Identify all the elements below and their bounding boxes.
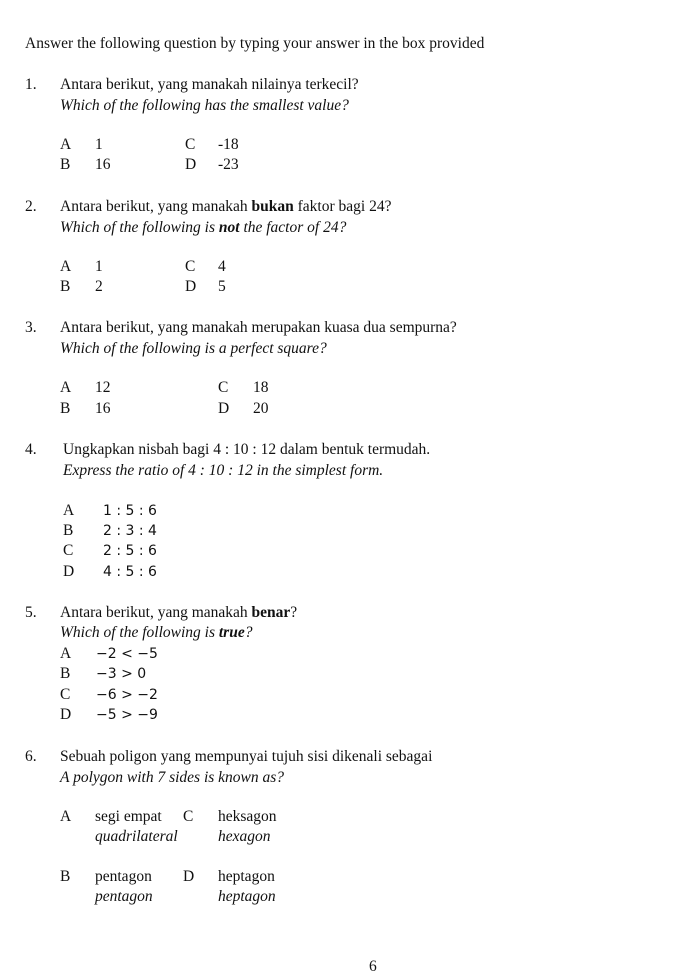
- q6-option-a-letter[interactable]: A: [60, 808, 72, 825]
- q2-malay-pre: Antara berikut, yang manakah: [60, 198, 252, 215]
- q4-option-c-letter[interactable]: C: [63, 542, 74, 559]
- q4-option-a-value[interactable]: 1 : 5 : 6: [103, 503, 157, 519]
- q2-malay-post: faktor bagi 24?: [293, 198, 392, 215]
- q2-malay: [60, 198, 391, 216]
- q4-malay: Ungkapkan nisbah bagi 4 : 10 : 12 dalam bentuk termudah.: [63, 441, 431, 458]
- q5-english-pre: Which of the following is: [60, 624, 219, 641]
- q5-option-c-letter[interactable]: C: [60, 686, 71, 703]
- q2-option-d-value[interactable]: 5: [218, 278, 226, 295]
- q6-option-d-english: heptagon: [218, 888, 276, 905]
- q1-option-b-value[interactable]: 16: [95, 156, 111, 173]
- q3-option-c-letter[interactable]: C: [218, 379, 229, 396]
- instruction: Answer the following question by typing your answer in the box provided: [25, 35, 485, 52]
- q2-option-a-letter[interactable]: A: [60, 258, 72, 275]
- q4-option-d-value[interactable]: 4 : 5 : 6: [103, 564, 157, 580]
- q5-option-c-value[interactable]: −6 > −2: [96, 687, 158, 703]
- q6-option-b-english: pentagon: [95, 888, 153, 905]
- q1-malay: Antara berikut, yang manakah nilainya terkecil?: [60, 76, 359, 93]
- q1-option-a-value[interactable]: 1: [95, 136, 103, 153]
- q5-option-d-letter[interactable]: D: [60, 706, 72, 723]
- q1-english: Which of the following has the smallest value?: [60, 97, 349, 114]
- q4-option-b-value[interactable]: 2 : 3 : 4: [103, 523, 157, 539]
- q3-number: 3.: [25, 319, 37, 336]
- q6-option-b-value[interactable]: pentagon: [95, 868, 152, 885]
- q6-option-c-value[interactable]: heksagon: [218, 808, 277, 825]
- q6-option-a-value[interactable]: segi empat: [95, 808, 162, 825]
- q1-option-d-value[interactable]: -23: [218, 156, 239, 173]
- q5-english: [60, 624, 252, 642]
- q3-option-d-value[interactable]: 20: [253, 400, 269, 417]
- q1-number: 1.: [25, 76, 37, 93]
- q2-english: [60, 219, 346, 237]
- q5-malay-bold: benar: [251, 604, 291, 621]
- q4-english: Express the ratio of 4 : 10 : 12 in the simplest form.: [63, 462, 384, 479]
- q5-english-post: ?: [244, 624, 253, 641]
- q4-option-d-letter[interactable]: D: [63, 563, 75, 580]
- q3-option-b-letter[interactable]: B: [60, 400, 71, 417]
- q6-option-b-letter[interactable]: B: [60, 868, 71, 885]
- q3-option-b-value[interactable]: 16: [95, 400, 111, 417]
- q2-option-a-value[interactable]: 1: [95, 258, 103, 275]
- q6-english: A polygon with 7 sides is known as?: [60, 769, 285, 786]
- q2-english-post: the factor of 24?: [239, 219, 347, 236]
- q6-option-d-value[interactable]: heptagon: [218, 868, 275, 885]
- q5-option-b-value[interactable]: −3 > 0: [96, 666, 147, 682]
- q1-option-d-letter[interactable]: D: [185, 156, 197, 173]
- q5-malay-pre: Antara berikut, yang manakah: [60, 604, 252, 621]
- q5-english-bold: true: [218, 624, 245, 641]
- q3-option-c-value[interactable]: 18: [253, 379, 269, 396]
- q3-malay: Antara berikut, yang manakah merupakan kuasa dua sempurna?: [60, 319, 457, 336]
- q1-option-c-letter[interactable]: C: [185, 136, 196, 153]
- q5-option-a-letter[interactable]: A: [60, 645, 72, 662]
- q2-option-c-value[interactable]: 4: [218, 258, 226, 275]
- q3-option-a-value[interactable]: 12: [95, 379, 111, 396]
- q1-option-b-letter[interactable]: B: [60, 156, 71, 173]
- q2-option-c-letter[interactable]: C: [185, 258, 196, 275]
- q5-option-b-letter[interactable]: B: [60, 665, 71, 682]
- q2-english-pre: Which of the following is: [60, 219, 219, 236]
- q2-malay-bold: bukan: [251, 198, 294, 215]
- q6-option-c-english: hexagon: [218, 828, 271, 845]
- q2-option-d-letter[interactable]: D: [185, 278, 197, 295]
- q5-number: 5.: [25, 604, 37, 621]
- q6-option-a-english: quadrilateral: [95, 828, 178, 845]
- q3-option-d-letter[interactable]: D: [218, 400, 230, 417]
- q4-option-c-value[interactable]: 2 : 5 : 6: [103, 543, 157, 559]
- q5-malay: [60, 604, 297, 622]
- q6-option-d-letter[interactable]: D: [183, 868, 195, 885]
- page-number: 6: [369, 958, 377, 975]
- q2-option-b-letter[interactable]: B: [60, 278, 71, 295]
- q4-option-b-letter[interactable]: B: [63, 522, 74, 539]
- q4-number: 4.: [25, 441, 37, 458]
- q6-option-c-letter[interactable]: C: [183, 808, 194, 825]
- q2-number: 2.: [25, 198, 37, 215]
- q3-option-a-letter[interactable]: A: [60, 379, 72, 396]
- q1-option-c-value[interactable]: -18: [218, 136, 239, 153]
- q1-option-a-letter[interactable]: A: [60, 136, 72, 153]
- q2-option-b-value[interactable]: 2: [95, 278, 103, 295]
- q5-malay-post: ?: [290, 604, 298, 621]
- q2-english-bold: not: [218, 219, 240, 236]
- q5-option-d-value[interactable]: −5 > −9: [96, 707, 158, 723]
- q5-option-a-value[interactable]: −2 < −5: [96, 646, 158, 662]
- q6-number: 6.: [25, 748, 37, 765]
- q3-english: Which of the following is a perfect square?: [60, 340, 327, 357]
- q4-option-a-letter[interactable]: A: [63, 502, 75, 519]
- q6-malay: Sebuah poligon yang mempunyai tujuh sisi dikenali sebagai: [60, 748, 433, 765]
